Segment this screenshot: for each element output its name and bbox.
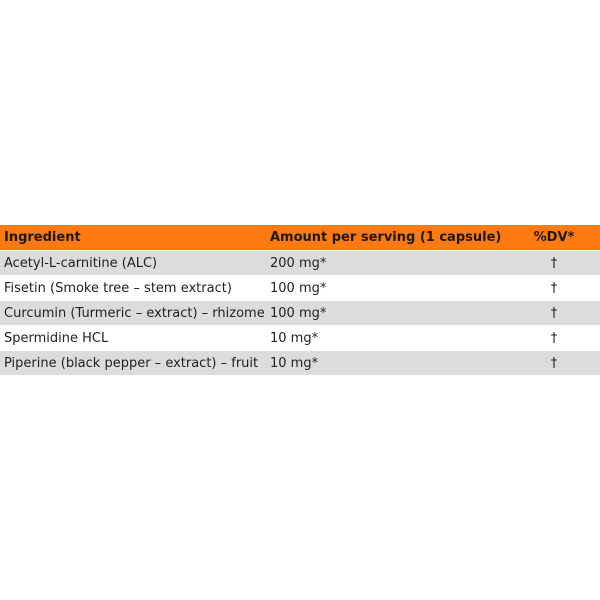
supplement-facts-table: [0, 225, 600, 375]
amount-cell: 200 mg*: [270, 255, 327, 271]
dv-cell: †: [550, 255, 558, 271]
ingredient-cell: Piperine (black pepper – extract) – fruit: [4, 355, 259, 371]
ingredient-cell: Spermidine HCL: [4, 330, 109, 346]
amount-cell: 100 mg*: [270, 305, 327, 321]
header-amount: Amount per serving (1 capsule): [270, 230, 502, 245]
table-row: [0, 300, 600, 325]
amount-cell: 10 mg*: [270, 355, 319, 371]
table-row: [0, 275, 600, 300]
table-row: [0, 250, 600, 275]
dv-cell: †: [550, 280, 558, 296]
ingredient-cell: Curcumin (Turmeric – extract) – rhizome: [4, 305, 265, 321]
table-header-row: [0, 225, 600, 250]
amount-cell: 10 mg*: [270, 330, 319, 346]
ingredient-cell: Acetyl-L-carnitine (ALC): [4, 255, 158, 271]
dv-cell: †: [550, 305, 558, 321]
amount-cell: 100 mg*: [270, 280, 327, 296]
table-row: [0, 325, 600, 350]
header-ingredient: Ingredient: [4, 230, 81, 245]
header-dv: %DV*: [533, 230, 575, 245]
ingredient-cell: Fisetin (Smoke tree – stem extract): [4, 280, 232, 296]
dv-cell: †: [550, 355, 558, 371]
dv-cell: †: [550, 330, 558, 346]
table-row: [0, 350, 600, 375]
